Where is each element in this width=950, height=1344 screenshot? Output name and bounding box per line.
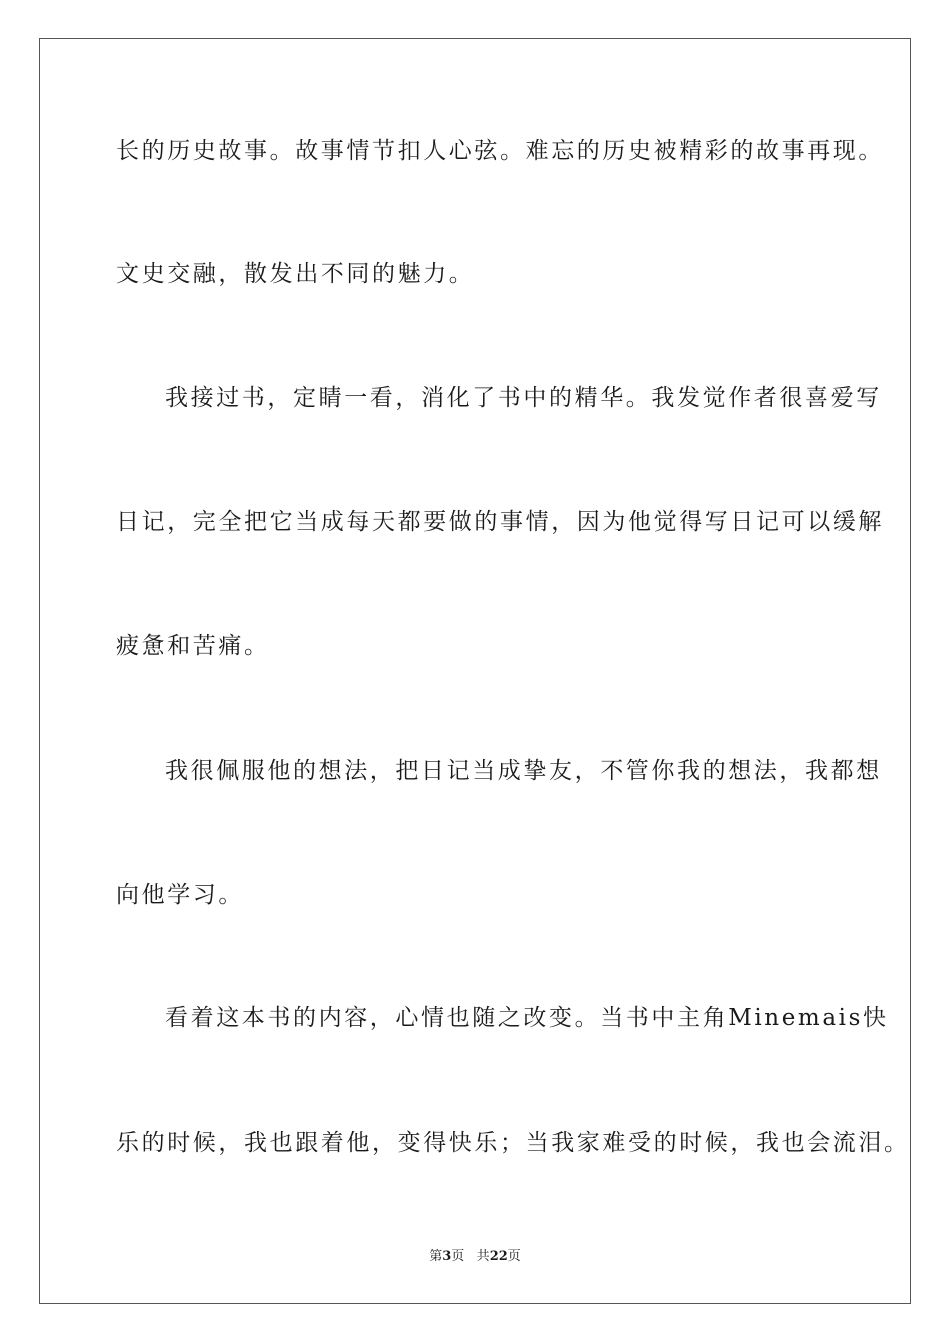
text-line-1: 长的历史故事。故事情节扣人心弦。难忘的历史被精彩的故事再现。 — [116, 138, 884, 164]
paragraph-start-line: 我接过书，定睛一看，消化了书中的精华。我发觉作者很喜爱写 — [165, 385, 882, 411]
page-footer — [0, 1248, 950, 1266]
page-frame — [39, 38, 911, 1304]
total-pages: 22 — [489, 1249, 508, 1264]
total-suffix: 页 — [507, 1249, 521, 1264]
page-suffix: 页 — [451, 1249, 465, 1264]
text-line-5: 疲惫和苦痛。 — [116, 633, 270, 659]
paragraph-start-line: 看着这本书的内容，心情也随之改变。当书中主角Minemais快 — [165, 1005, 889, 1031]
page-number: 3 — [442, 1249, 452, 1264]
paragraph-start-line: 我很佩服他的想法，把日记当成挚友，不管你我的想法，我都想 — [165, 758, 882, 784]
text-line-4: 日记，完全把它当成每天都要做的事情，因为他觉得写日记可以缓解 — [116, 509, 884, 535]
page-prefix: 第 — [429, 1249, 443, 1264]
total-prefix: 共 — [476, 1249, 490, 1264]
text-line-7: 向他学习。 — [116, 882, 244, 908]
text-line-2: 文史交融，散发出不同的魅力。 — [116, 261, 475, 287]
text-line-9: 乐的时候，我也跟着他，变得快乐；当我家难受的时候，我也会流泪。 — [116, 1130, 910, 1156]
